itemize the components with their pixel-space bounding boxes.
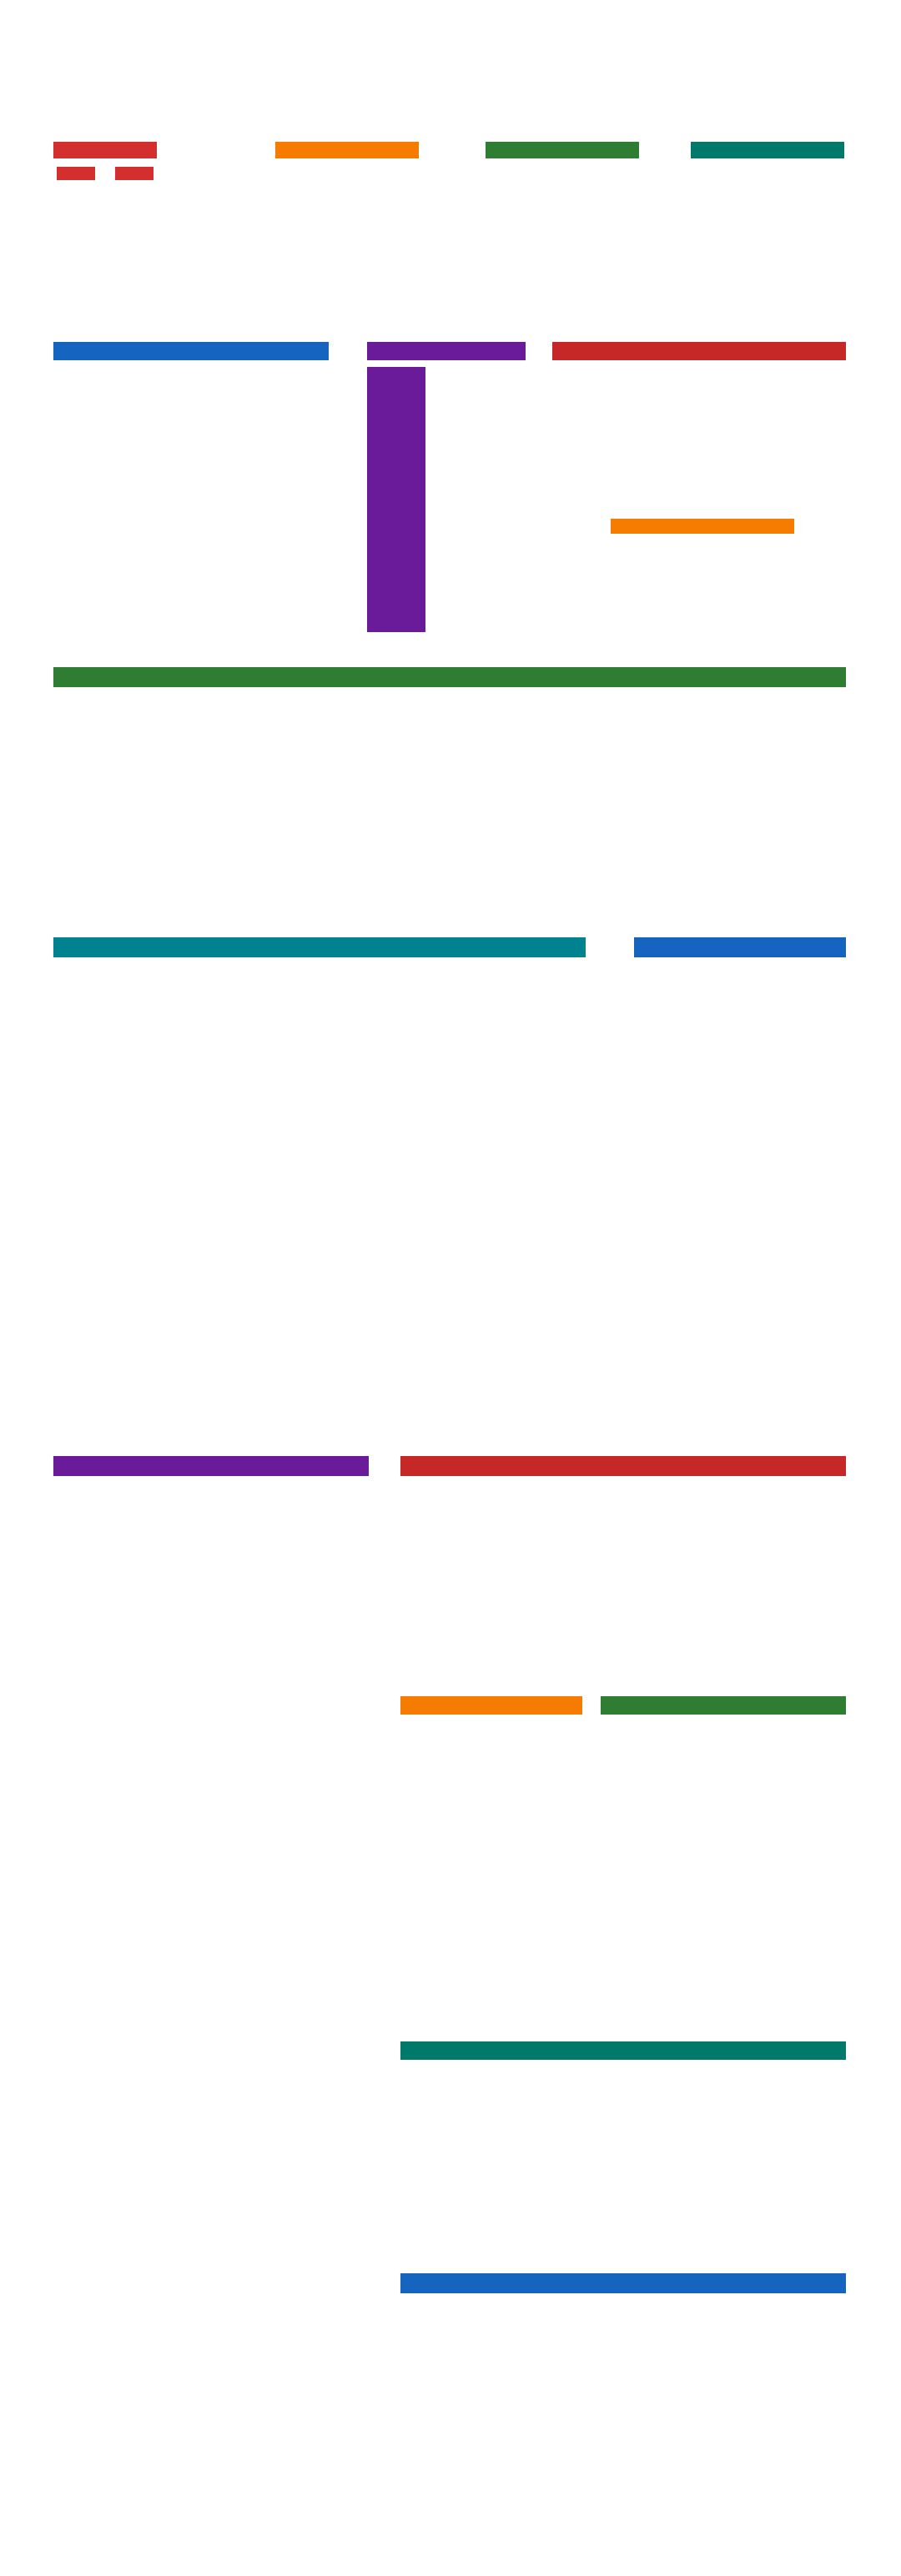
persona-title [367,342,526,360]
moments2-title [400,1456,846,1476]
guide-section [691,142,844,305]
service-section [53,342,329,632]
guide-title [691,142,844,158]
tags-section [552,519,846,634]
org-title [400,2041,846,2060]
cognition-section [53,142,157,305]
kpi-title [400,2273,846,2293]
interact-section [53,1456,369,2565]
cognition-title [53,142,157,158]
entry-title [486,142,639,158]
moments-title [552,342,846,360]
community-title [53,937,586,957]
brand-section [601,1696,846,2030]
conv-section [53,667,846,904]
conv-title [53,667,846,687]
kpi-section [400,2273,846,2548]
brand-title [601,1696,846,1715]
kill-section [400,1696,582,1946]
org-section [400,2041,846,2133]
persona-section [367,342,526,632]
interact-title [53,1456,369,1476]
service-title [53,342,329,360]
community-section [53,937,586,1414]
cognition-right [115,167,154,180]
moments-section [552,342,846,517]
daily-section [634,937,846,1414]
entry-section [486,142,639,305]
persona-center [367,367,425,632]
tags-title [611,519,794,534]
daily-title [634,937,846,957]
cognition-left [57,167,95,180]
product-title [275,142,419,158]
kill-title [400,1696,582,1715]
moments2-section [400,1456,846,1681]
product-section [275,142,419,305]
